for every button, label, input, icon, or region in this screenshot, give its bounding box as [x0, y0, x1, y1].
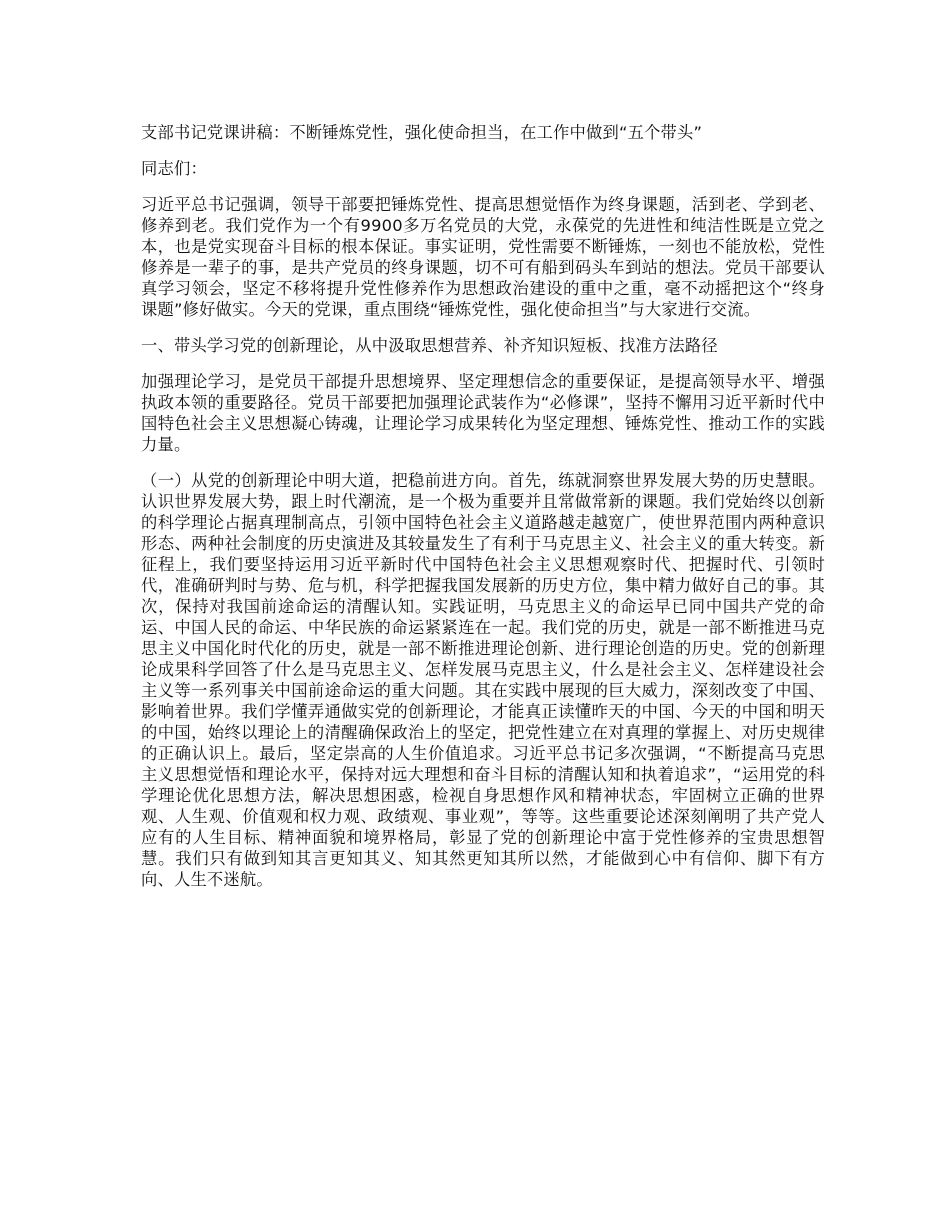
- section-1-heading: 一、带头学习党的创新理论，从中汲取思想营养、补齐知识短板、找准方法路径: [141, 336, 718, 355]
- document-title: 支部书记党课讲稿：不断锤炼党性，强化使命担当，在工作中做到“五个带头”: [141, 123, 703, 142]
- document-page: [141, 122, 825, 905]
- section-1-intro-paragraph: 加强理论学习，是党员干部提升思想境界、坚定理想信念的重要保证，是提高领导水平、增强执政本领的重要路径。党员干部要把加强理论武装作为“必修课”，坚持不懈用习近平新时代中国特色社会主义思想凝心铸魂，让理论学习成果转化为坚定理想、锤炼党性、推动工作的实践力量。: [141, 372, 825, 454]
- intro-paragraph: 习近平总书记强调，领导干部要把锤炼党性、提高思想觉悟作为终身课题，活到老、学到老、修养到老。我们党作为一个有9900多万名党员的大党，永葆党的先进性和纯洁性既是立党之本，也是党实现奋斗目标的根本保证。事实证明，党性需要不断锤炼，一刻也不能放松，党性修养是一辈子的事，是共产党员的终身课题，切不可有船到码头车到站的想法。党员干部要认真学习领会，坚定不移将提升党性修养作为思想政治建设的重中之重，毫不动摇把这个“终身课题”修好做实。今天的党课，重点围绕“锤炼党性，强化使命担当”与大家进行交流。: [141, 195, 825, 319]
- salutation: 同志们：: [141, 159, 207, 178]
- section-1-point-1-paragraph: （一）从党的创新理论中明大道，把稳前进方向。首先，练就洞察世界发展大势的历史慧眼。认识世界发展大势，跟上时代潮流，是一个极为重要并且常做常新的课题。我们党始终以创新的科学理论占据真理制高点，引领中国特色社会主义道路越走越宽广，使世界范围内两种意识形态、两种社会制度的历史演进及其较量发生了有利于马克思主义、社会主义的重大转变。新征程上，我们要坚持运用习近平新时代中国特色社会主义思想观察时代、把握时代、引领时代，准确研判时与势、危与机，科学把握我国发展新的历史方位，集中精力做好自己的事。其次，保持对我国前途命运的清醒认知。实践证明，马克思主义的命运早已同中国共产党的命运、中国人民的命运、中华民族的命运紧紧连在一起。我们党的历史，就是一部不断推进马克思主义中国化时代化的历史，就是一部不断推进理论创新、进行理论创造的历史。党的创新理论成果科学回答了什么是马克思主义、怎样发展马克思主义，什么是社会主义、怎样建设社会主义等一系列事关中国前途命运的重大问题。其在实践中展现的巨大威力，深刻改变了中国、影响着世界。我们学懂弄通做实党的创新理论，才能真正读懂昨天的中国、今天的中国和明天的中国，始终以理论上的清醒确保政治上的坚定，把党性建立在对真理的掌握上、对历史规律的正确认识上。最后，坚定崇高的人生价值追求。习近平总书记多次强调，“不断提高马克思主义思想觉悟和理论水平，保持对远大理想和奋斗目标的清醒认知和执着追求”，“运用党的科学理论优化思想方法，解决思想困惑，检视自身思想作风和精神状态，牢固树立正确的世界观、人生观、价值观和权力观、政绩观、事业观”，等等。这些重要论述深刻阐明了共产党人应有的人生目标、精神面貌和境界格局，彰显了党的创新理论中富于党性修养的宝贵思想智慧。我们只有做到知其言更知其义、知其然更知其所以然，才能做到心中有信仰、脚下有方向、人生不迷航。: [141, 471, 825, 889]
